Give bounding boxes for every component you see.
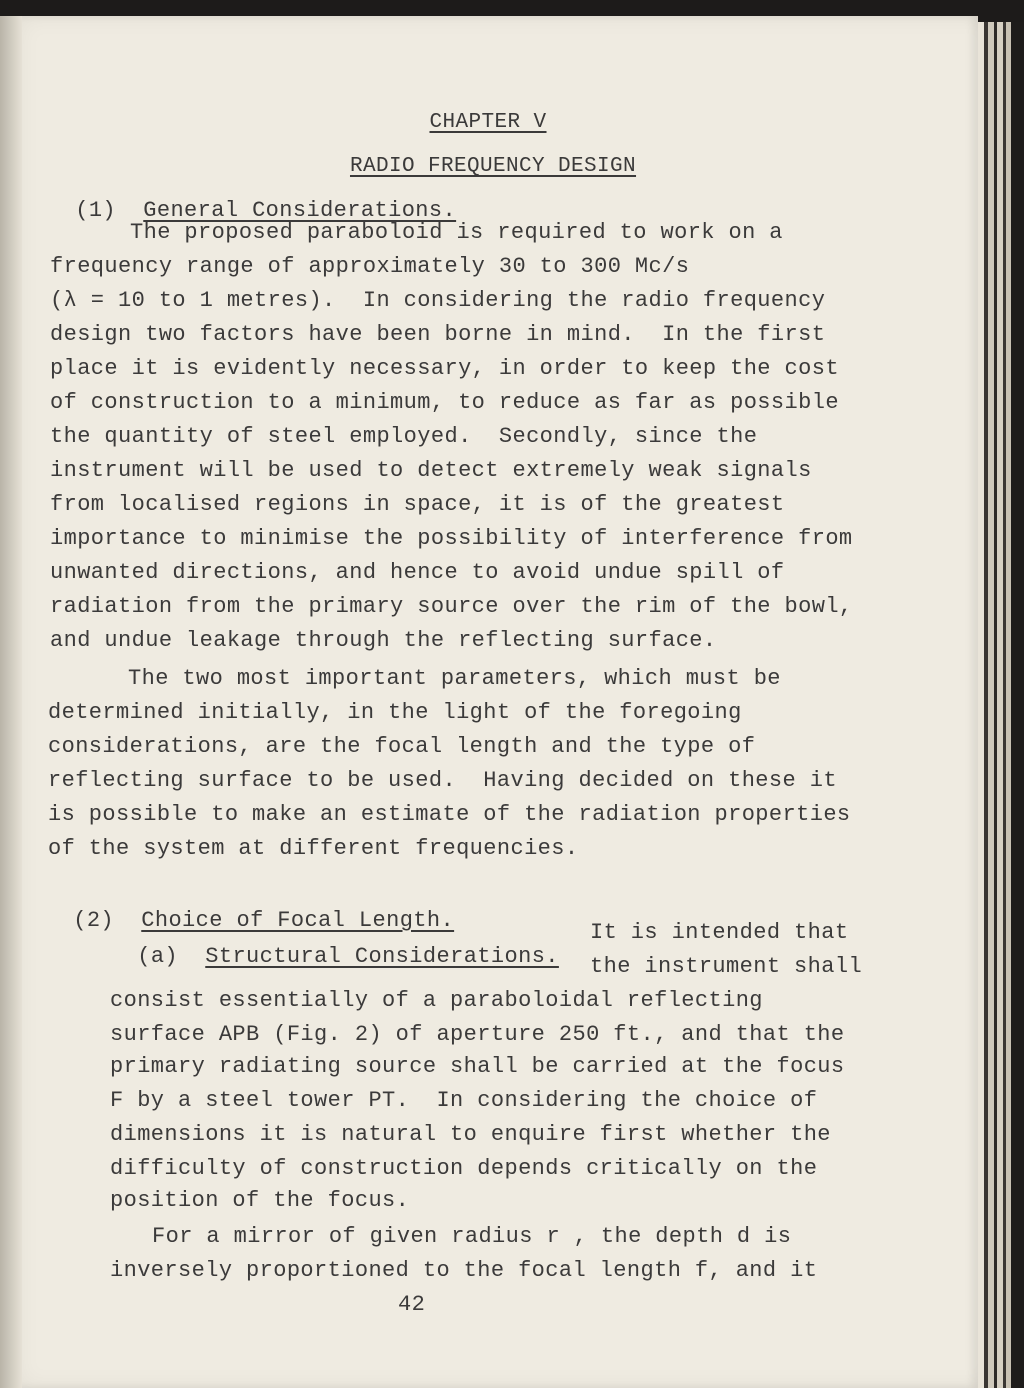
section-number: (1) (75, 198, 117, 223)
section-title: General Considerations. (143, 198, 457, 223)
paragraph-2-line: considerations, are the focal length and the type of (48, 734, 756, 759)
subsection-a-lead: It is intended that (590, 920, 849, 945)
page-number: 42 (398, 1292, 426, 1317)
paragraph-1-line: frequency range of approximately 30 to 300 Mc/s (50, 254, 690, 279)
paragraph-2-line: determined initially, in the light of the foregoing (48, 700, 742, 725)
paragraph-3-line: F by a steel tower PT. In considering the choice of (110, 1088, 818, 1113)
section-title: Choice of Focal Length. (141, 908, 455, 933)
paragraph-4-line: For a mirror of given radius r , the depth d is (152, 1224, 792, 1249)
paragraph-1-line: and undue leakage through the reflecting surface. (50, 628, 717, 653)
paragraph-2-line: The two most important parameters, which must be (128, 666, 781, 691)
paragraph-1-line: from localised regions in space, it is of the greatest (50, 492, 785, 517)
paragraph-3-line: surface APB (Fig. 2) of aperture 250 ft., and that the (110, 1022, 845, 1047)
page-edge (1011, 22, 1024, 1388)
paragraph-1-line: place it is evidently necessary, in order to keep the cost (50, 356, 839, 381)
section-heading: RADIO FREQUENCY DESIGN (349, 155, 637, 178)
paragraph-3-line: consist essentially of a paraboloidal reflecting (110, 988, 763, 1013)
paragraph-4-line: inversely proportioned to the focal length f, and it (110, 1258, 818, 1283)
paragraph-3-line: primary radiating source shall be carried at the focus (110, 1054, 845, 1079)
paragraph-1-line: design two factors have been borne in mind. In the first (50, 322, 826, 347)
paragraph-1-line: unwanted directions, and hence to avoid undue spill of (50, 560, 785, 585)
paragraph-1-line: of construction to a minimum, to reduce as far as possible (50, 390, 839, 415)
paragraph-1-line: (λ = 10 to 1 metres). In considering the radio frequency (50, 288, 826, 313)
subsection-number: (a) (137, 944, 179, 969)
paragraph-3-line: position of the focus. (110, 1188, 410, 1213)
section-number: (2) (73, 908, 115, 933)
paragraph-2-line: is possible to make an estimate of the radiation properties (48, 802, 851, 827)
paragraph-2-line: of the system at different frequencies. (48, 836, 579, 861)
paragraph-1-line: the quantity of steel employed. Secondly, since the (50, 424, 758, 449)
paragraph-1-line: radiation from the primary source over the rim of the bowl, (50, 594, 853, 619)
page-gutter (0, 16, 22, 1388)
subsection-title: Structural Considerations. (205, 944, 559, 969)
chapter-heading: CHAPTER V (429, 111, 547, 134)
subsection-a-heading (110, 918, 559, 970)
paragraph-3-line: difficulty of construction depends critically on the (110, 1156, 818, 1181)
paragraph-2-line: reflecting surface to be used. Having decided on these it (48, 768, 837, 793)
section-1-heading (48, 172, 456, 224)
paragraph-1-line: importance to minimise the possibility of interference from (50, 526, 853, 551)
paragraph-3-line: dimensions it is natural to enquire first whether the (110, 1122, 831, 1147)
subsection-a-lead: the instrument shall (590, 954, 863, 979)
paragraph-1-line: instrument will be used to detect extremely weak signals (50, 458, 812, 483)
paragraph-1-line: The proposed paraboloid is required to work on a (130, 220, 783, 245)
